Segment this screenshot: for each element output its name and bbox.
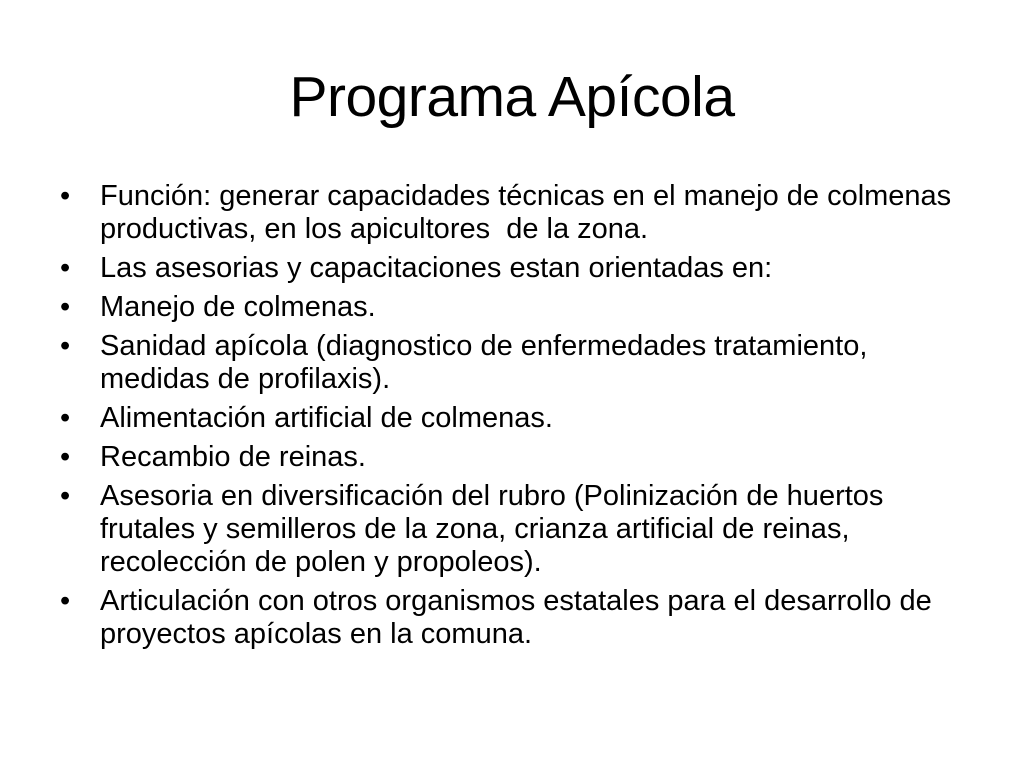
bullet-list <box>60 180 960 657</box>
bullet-marker: • <box>60 252 71 284</box>
bullet-item <box>60 480 960 579</box>
bullet-marker: • <box>60 402 71 434</box>
bullet-text: Las asesorias y capacitaciones estan orientadas en: <box>100 252 773 284</box>
bullet-item <box>60 585 960 651</box>
bullet-marker: • <box>60 291 71 323</box>
bullet-marker: • <box>60 441 71 473</box>
bullet-item <box>60 441 960 474</box>
bullet-item <box>60 402 960 435</box>
bullet-marker: • <box>60 330 71 362</box>
bullet-marker: • <box>60 480 71 512</box>
bullet-text: Función: generar capacidades técnicas en el manejo de colmenas productivas, en los apicultores de la zona. <box>100 180 960 245</box>
bullet-text: Articulación con otros organismos estatales para el desarrollo de proyectos apícolas en la comuna. <box>100 585 940 650</box>
bullet-item <box>60 330 960 396</box>
bullet-text: Sanidad apícola (diagnostico de enfermedades tratamiento, medidas de profilaxis). <box>100 330 876 395</box>
slide-title: Programa Apícola <box>289 65 735 129</box>
bullet-item <box>60 180 960 246</box>
bullet-text: Recambio de reinas. <box>100 441 366 473</box>
bullet-marker: • <box>60 585 71 617</box>
bullet-text: Alimentación artificial de colmenas. <box>100 402 553 434</box>
bullet-text: Manejo de colmenas. <box>100 291 376 323</box>
bullet-item <box>60 252 960 285</box>
bullet-item <box>60 291 960 324</box>
bullet-text: Asesoria en diversificación del rubro (Polinización de huertos frutales y semilleros de la zona, crianza artificial de reinas, recolección de polen y propoleos). <box>100 480 892 578</box>
bullet-marker: • <box>60 180 71 212</box>
